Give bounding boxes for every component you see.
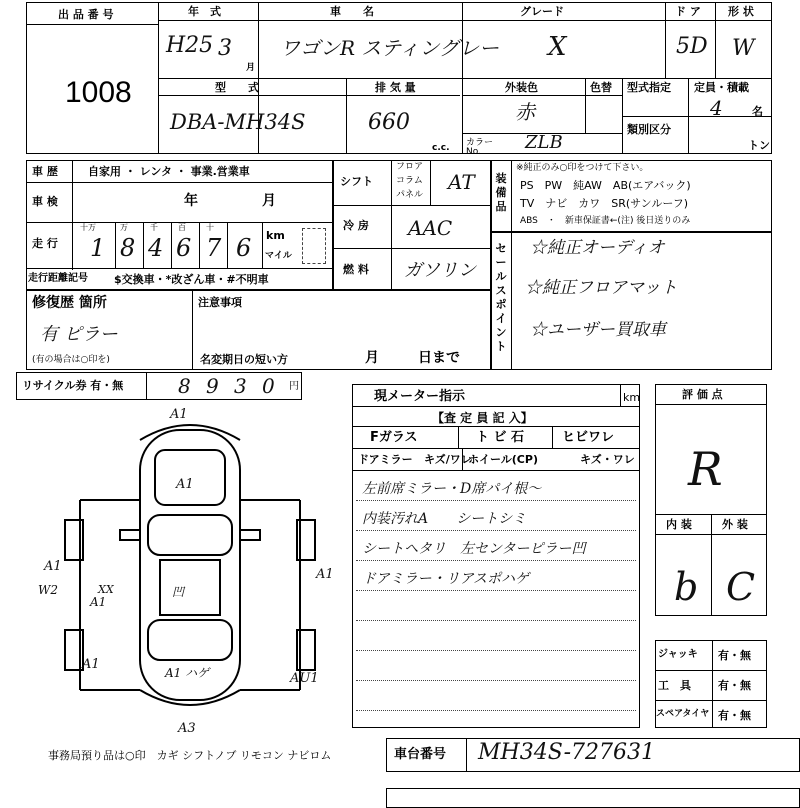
digit-label: 十	[206, 223, 214, 232]
tools-option: 有・無	[718, 679, 751, 692]
model-value: DBA-MH34S	[170, 110, 306, 134]
exterior-value: C	[726, 565, 756, 609]
wheel-options: キズ・ワレ	[580, 453, 635, 466]
mileage-record-label: 走行距離記号	[28, 273, 88, 284]
shape-label: 形 状	[728, 5, 754, 18]
interior-value: b	[674, 565, 699, 609]
lot-number: 1008	[65, 76, 132, 109]
interior-label: 内 装	[666, 518, 692, 531]
katashiki-label: 型式指定	[627, 81, 671, 94]
door-value: 5D	[676, 34, 708, 59]
inspector-note: ドアミラー・リアスポハゲ	[362, 571, 530, 587]
damage-mark: A1	[176, 477, 194, 492]
displacement-value: 660	[368, 110, 410, 135]
recycle-digit: 8	[178, 374, 191, 398]
year-value: H25	[166, 33, 214, 58]
deadline-day: 日まで	[418, 350, 460, 366]
sales-point-label: セールスポイント	[495, 242, 507, 353]
repair-value: 有 ピラー	[40, 324, 118, 345]
equipment-note: ※純正のみ○印をつけて下さい。	[516, 163, 649, 173]
wheel-label: ホイール(CP)	[468, 453, 538, 466]
equipment-line1: PS PW 純AW AB(エアバック)	[520, 179, 691, 192]
shift-panel: パネル	[396, 190, 424, 200]
deadline-label: 名変期日の短い方	[200, 353, 288, 366]
inspector-label: 【査 定 員 記 入】	[432, 411, 533, 425]
equipment-line3: ABS ・ 新車保証書←(注) 後日送りのみ	[520, 216, 691, 226]
recycle-digit: 9	[206, 374, 219, 398]
bottom-frame	[386, 788, 800, 808]
damage-mark: 凹	[172, 585, 185, 599]
mileage-digit: 4	[148, 234, 164, 262]
glass-label: Fガラス	[370, 430, 418, 445]
shift-value: AT	[448, 170, 475, 194]
model-label: 型 式	[215, 81, 259, 94]
digit-label: 千	[150, 223, 158, 232]
km-unit: km	[266, 229, 285, 242]
recycle-label: リサイクル券 有・無	[22, 379, 124, 392]
jack-option: 有・無	[718, 649, 751, 662]
ac-value: AAC	[408, 216, 453, 240]
damage-mark: A1	[316, 567, 334, 582]
damage-mark: A3	[178, 721, 196, 736]
repair-note: (有の場合は○印を)	[32, 355, 110, 365]
digit-label: 万	[120, 223, 128, 232]
displacement-unit: c.c.	[432, 143, 450, 153]
ton-unit: トン	[748, 139, 770, 152]
damage-mark: A1	[82, 657, 100, 672]
car-name-label: 車 名	[330, 5, 374, 18]
windshield	[148, 515, 232, 555]
sales-point-item: ☆ユーザー買取車	[530, 320, 666, 340]
shift-column: コラム	[396, 176, 423, 186]
roof	[160, 560, 220, 615]
fuel-label: 燃 料	[343, 263, 369, 276]
equipment-label: 装備品	[495, 172, 507, 213]
history-label: 車 歴	[32, 165, 58, 178]
grade-label: グレード	[520, 5, 564, 18]
left-mirror	[120, 530, 140, 540]
capacity-label: 定員・積載	[694, 81, 749, 94]
mileage-digit: 8	[120, 234, 136, 262]
spare-option: 有・無	[718, 709, 751, 722]
inspection-label: 車 検	[32, 195, 58, 208]
exterior-color-label: 外装色	[505, 81, 538, 94]
inspection-year: 年	[184, 193, 198, 209]
mile-unit: マイル	[265, 251, 292, 261]
digit-label: 十万	[80, 223, 96, 232]
displacement-label: 排 気 量	[375, 81, 416, 94]
ac-label: 冷 房	[343, 219, 369, 232]
grade-value: X	[548, 32, 567, 62]
mileage-record-options: $交換車・*改ざん車・#不明車	[114, 273, 269, 286]
meter-unit: km	[623, 391, 641, 404]
damage-mark: A1	[44, 559, 62, 574]
jack-label: ジャッキ	[658, 649, 698, 660]
month-unit: 月	[246, 63, 256, 73]
recycle-unit: 円	[289, 381, 299, 392]
crack-label: ヒビワレ	[562, 430, 615, 445]
damage-mark: A1 ハゲ	[165, 666, 210, 680]
equipment-line2: TV ナビ カワ SR(サンルーフ)	[520, 197, 689, 210]
repair-label: 修復歴 箇所	[32, 295, 107, 311]
shift-label: シフト	[340, 175, 373, 188]
spare-label: スペアタイヤ	[656, 709, 710, 719]
sales-point-item: ☆純正オーディオ	[530, 238, 665, 258]
inspector-note: 左前席ミラー・D席パイ根～	[362, 481, 542, 497]
stone-label: ト ビ 石	[476, 430, 525, 445]
recycle-digit: 3	[234, 374, 247, 398]
damage-mark: A1	[90, 595, 107, 609]
damage-mark: AU1	[290, 671, 319, 686]
mirror-label: ドアミラー	[358, 453, 413, 466]
car-diagram	[30, 400, 350, 740]
color-code-label: カラーNo.	[466, 138, 494, 157]
rating-value: R	[688, 442, 723, 496]
mileage-digit: 6	[176, 234, 192, 262]
meter-label: 現メーター指示	[374, 389, 466, 404]
ruibetsu-label: 類別区分	[627, 123, 671, 136]
exterior-color-value: 赤	[515, 100, 535, 124]
tools-label: 工 具	[658, 679, 691, 692]
mileage-digit: 7	[206, 234, 222, 262]
inspection-month: 月	[262, 193, 276, 209]
rear-window	[148, 620, 232, 660]
digit-label: 百	[178, 223, 186, 232]
shift-floor: フロア	[396, 162, 424, 172]
caution-label: 注意事項	[198, 296, 242, 309]
damage-mark: W2	[38, 583, 58, 597]
year-label: 年 式	[188, 5, 221, 18]
chassis-label: 車台番号	[394, 747, 447, 762]
chassis-value: MH34S-727631	[478, 740, 655, 765]
deadline-month: 月	[365, 350, 379, 366]
inspector-note: シートヘタリ 左センターピラー凹	[362, 541, 586, 557]
sales-point-item: ☆純正フロアマット	[525, 278, 678, 298]
capacity-unit: 名	[752, 105, 763, 118]
right-side	[240, 500, 300, 690]
right-mirror	[240, 530, 260, 540]
color-code-value: ZLB	[525, 132, 563, 153]
mileage-digit: 1	[90, 234, 106, 262]
history-options: 自家用 ・ レンタ ・ 事業.営業車	[88, 165, 250, 178]
office-note: 事務局預り品は○印 カギ シフトノブ リモコン ナビロム	[48, 749, 332, 762]
mirror-options: キズ/ワレ	[424, 453, 472, 466]
fuel-value: ガソリン	[404, 260, 476, 281]
lot-label: 出 品 番 号	[58, 8, 114, 21]
rating-label: 評 価 点	[682, 388, 723, 401]
car-name-value: ワゴンR スティングレー	[280, 36, 500, 60]
damage-mark: A1	[170, 407, 188, 422]
month-value: 3	[218, 36, 232, 61]
recycle-digit: 0	[262, 374, 275, 398]
shape-value: W	[732, 36, 755, 61]
color-change-label: 色替	[590, 81, 612, 94]
inspector-note: 内装汚れA シートシミ	[362, 511, 527, 527]
exterior-label: 外 装	[722, 518, 748, 531]
damage-mark: XX	[98, 583, 114, 596]
mileage-label: 走 行	[32, 237, 58, 250]
mile-checkbox	[302, 228, 326, 264]
mileage-digit: 6	[236, 234, 252, 262]
capacity-value: 4	[710, 96, 723, 120]
door-label: ド ア	[675, 5, 701, 18]
